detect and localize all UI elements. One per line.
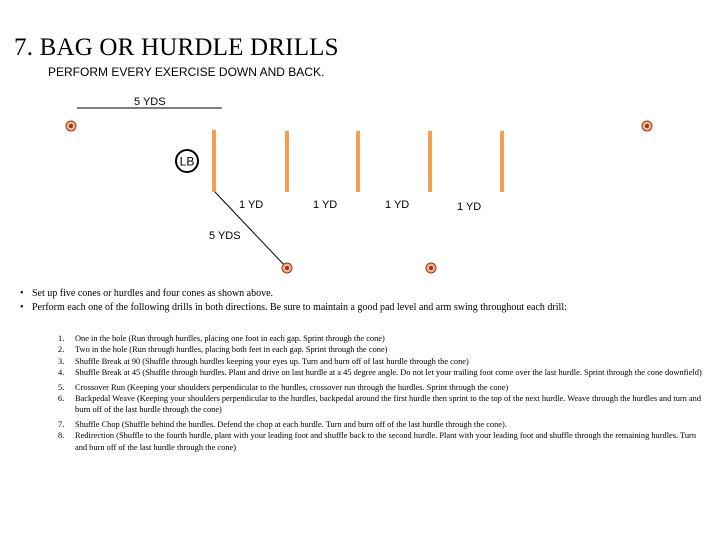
drill-text: Two in the hole (Run through hurdles, placing both feet in each gap. Sprint through the cone) [75, 345, 388, 355]
gap-label: 1 YD [385, 199, 410, 211]
drill-text: Shuffle Break at 90 (Shuffle through hurdles keeping your eyes up. Turn and burn off of last hurdle through the cone) [75, 356, 469, 366]
drill-number: 4. [58, 368, 65, 378]
drill-item [58, 393, 703, 416]
drill-number: 6. [58, 394, 65, 404]
drill-item [58, 419, 703, 430]
drill-list [58, 333, 703, 453]
drill-text: Redirection (Shuffle to the fourth hurdle, plant with your leading foot and shuffle back to the second hurdle. Plant with your leading foot and shuffle through the remaining hurdles. Turn and burn off of the last hurdle through the cone) [75, 431, 697, 452]
gap-label: 1 YD [457, 201, 482, 213]
cone [426, 263, 436, 273]
bullet-text: Perform each one of the following drills in both directions. Be sure to maintain a good pad level and arm swing throughout each drill: [32, 302, 567, 313]
drill-item [58, 367, 703, 378]
drill-item [58, 344, 703, 355]
cone [66, 121, 76, 131]
instructions-list [20, 287, 710, 315]
drill-number: 2. [58, 345, 65, 355]
cone [642, 121, 652, 131]
diagonal-distance-label: 5 YDS [209, 230, 241, 242]
bullet-item [20, 301, 710, 315]
bullet-text: Set up five cones or hurdles and four cones as shown above. [32, 288, 274, 299]
top-distance-label: 5 YDS [134, 96, 166, 108]
bullet-item [20, 287, 710, 301]
drill-text: Shuffle Break at 45 (Shuffle through hurdles. Plant and drive on last hurdle at a 45 degree angle. Do not let your trailing foot come over the last hurdle. Sprint through the cone downfield) [75, 368, 702, 378]
drill-number: 7. [58, 419, 65, 429]
drill-item [58, 430, 703, 453]
drill-number: 3. [58, 356, 65, 366]
drill-text: One in the hole (Run through hurdles, placing one foot in each gap. Sprint through the cone) [75, 334, 385, 343]
lb-label: LB [179, 154, 195, 169]
drill-text: Crossover Run (Keeping your shoulders perpendicular to the hurdles, crossover run through the hurdles. Sprint through the cone) [75, 382, 509, 392]
drill-item [58, 382, 703, 393]
drill-text: Shuffle Chop (Shuffle behind the hurdles. Defend the chop at each hurdle. Turn and burn off of the last hurdle through the cone). [75, 419, 507, 429]
drill-text: Backpedal Weave (Keeping your shoulders perpendicular to the hurdles, backpedal around the first hurdle then sprint to the top of the next hurdle. Weave through the hurdles and turn and burn off of the last hurdle through the cone) [75, 394, 702, 415]
drill-item [58, 356, 703, 367]
gap-label: 1 YD [239, 199, 264, 211]
gap-label: 1 YD [313, 199, 338, 211]
drill-number: 8. [58, 431, 65, 441]
drill-number: 5. [58, 382, 65, 392]
page-title: 7. BAG OR HURDLE DRILLS [14, 34, 339, 61]
drill-number: 1. [58, 334, 65, 343]
bullet-dot: • [20, 288, 24, 299]
bullet-dot: • [20, 302, 24, 313]
drill-item [58, 333, 703, 344]
cone [282, 263, 292, 273]
page-subtitle: PERFORM EVERY EXERCISE DOWN AND BACK. [48, 65, 325, 79]
